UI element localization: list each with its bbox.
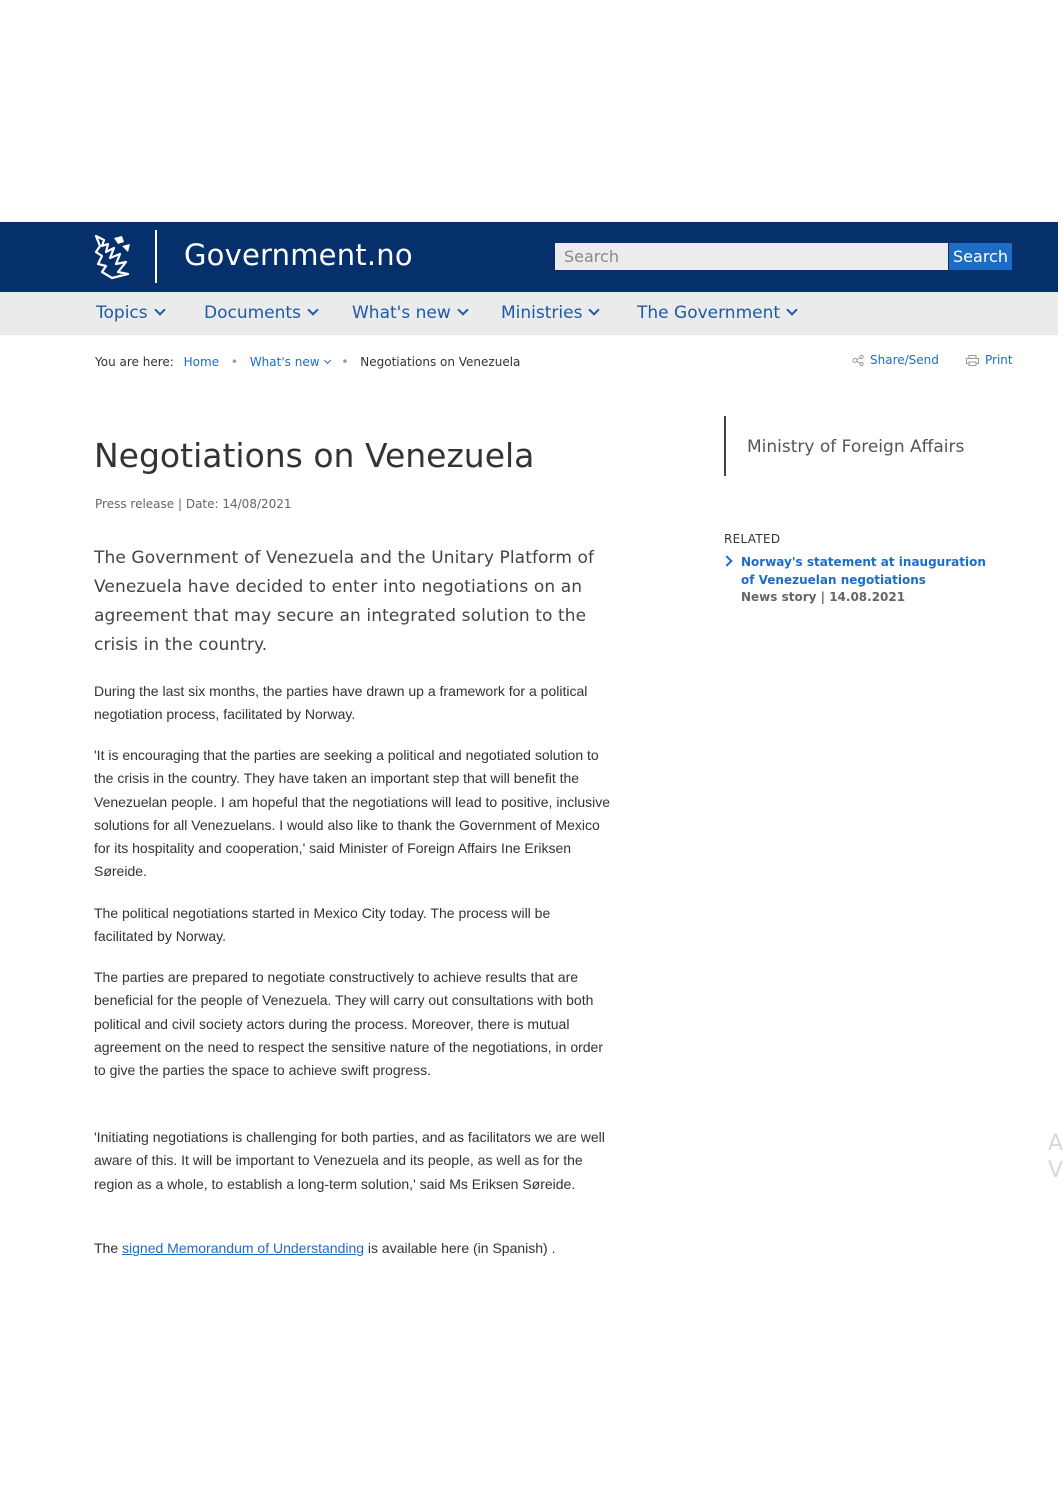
- nav-label: Documents: [204, 303, 301, 323]
- chevron-down-icon: [457, 304, 468, 315]
- nav-label: Ministries: [501, 303, 583, 323]
- chevron-down-icon: [589, 304, 600, 315]
- breadcrumb-whats-new[interactable]: [250, 355, 330, 369]
- cut-off-edge-text: A V: [1048, 1131, 1063, 1183]
- logo-divider: [155, 230, 157, 283]
- coat-of-arms-icon[interactable]: [92, 234, 134, 280]
- nav-label: What's new: [352, 303, 451, 323]
- article-paragraph: The parties are prepared to negotiate constructively to achieve results that are beneficial for the people of Venezuela. They will carry out consultations with both political and civil society actors during the process. Moreover, there is mutual agreement on the need to respect the sensitive nature of the negotiations, in order to give the parties the space to achieve swift progress.: [94, 969, 603, 1079]
- article-paragraph: During the last six months, the parties have drawn up a framework for a political negotiation process, facilitated by Norway.: [94, 683, 588, 723]
- print-icon: [966, 355, 979, 366]
- related-item-meta: News story | 14.08.2021: [741, 590, 906, 604]
- share-label: Share/Send: [870, 353, 939, 367]
- chevron-down-icon: [786, 304, 797, 315]
- search-button[interactable]: Search: [949, 243, 1012, 270]
- breadcrumb-separator: •: [230, 355, 238, 369]
- article-paragraph: 'Initiating negotiations is challenging for both parties, and as facilitators we are well aware of this. It will be important to Venezuela and its people, as well as for the region as a whole, to establish a long-term solution,' said Ms Eriksen Søreide.: [94, 1129, 605, 1192]
- memorandum-link[interactable]: signed Memorandum of Understanding: [122, 1240, 365, 1256]
- search-input[interactable]: [555, 243, 948, 270]
- nav-label: Topics: [96, 303, 148, 323]
- site-name[interactable]: Government.no: [184, 238, 413, 272]
- article-lead: The Government of Venezuela and the Unitary Platform of Venezuela have decided to enter into negotiations on an agreement that may secure an integrated solution to the crisis in the country.: [94, 548, 595, 655]
- share-send-button[interactable]: [852, 353, 939, 367]
- nav-topics[interactable]: [96, 303, 164, 323]
- breadcrumb-separator: •: [341, 355, 349, 369]
- chevron-down-icon: [154, 304, 165, 315]
- related-item-link[interactable]: Norway's statement at inauguration of Venezuelan negotiations: [741, 555, 986, 587]
- article-paragraph: The political negotiations started in Mexico City today. The process will be facilitated by Norway.: [94, 905, 551, 945]
- chevron-down-icon: [307, 304, 318, 315]
- print-label: Print: [985, 353, 1013, 367]
- breadcrumb-current: Negotiations on Venezuela: [360, 355, 521, 369]
- main-nav: [0, 292, 1058, 335]
- text-before-link: The: [94, 1240, 123, 1256]
- nav-the-government[interactable]: [637, 303, 796, 323]
- breadcrumb-whats-new-label: What's new: [249, 355, 320, 369]
- nav-whats-new[interactable]: [352, 303, 467, 323]
- article-paragraph: 'It is encouraging that the parties are seeking a political and negotiated solution to the crisis in the country. They have taken an important step that will benefit the Venezuelan people. I am hopeful that the negotiations will lead to positive, inclusive solutions for all Venezuelans. I would also like to thank the Government of Mexico for its hospitality and cooperation,' said Minister of Foreign Affairs Ine Eriksen Søreide.: [94, 747, 611, 880]
- sidebar-divider: [724, 416, 726, 476]
- article-paragraph-last: [94, 1237, 610, 1260]
- nav-label: The Government: [637, 303, 781, 323]
- ministry-link[interactable]: Ministry of Foreign Affairs: [747, 437, 965, 457]
- print-button[interactable]: [966, 353, 1013, 367]
- related-heading: RELATED: [724, 532, 781, 546]
- article-meta: Press release | Date: 14/08/2021: [95, 497, 292, 511]
- text-after-link: is available here (in Spanish) .: [364, 1240, 556, 1256]
- site-header: [0, 222, 1058, 292]
- breadcrumb: [95, 355, 520, 369]
- chevron-down-icon: [323, 357, 330, 364]
- breadcrumb-home[interactable]: Home: [183, 355, 220, 369]
- page-title: Negotiations on Venezuela: [94, 436, 535, 475]
- breadcrumb-prefix: You are here:: [95, 355, 174, 369]
- share-icon: [852, 355, 864, 366]
- chevron-right-icon: [721, 555, 732, 566]
- nav-documents[interactable]: [204, 303, 317, 323]
- nav-ministries[interactable]: [501, 303, 598, 323]
